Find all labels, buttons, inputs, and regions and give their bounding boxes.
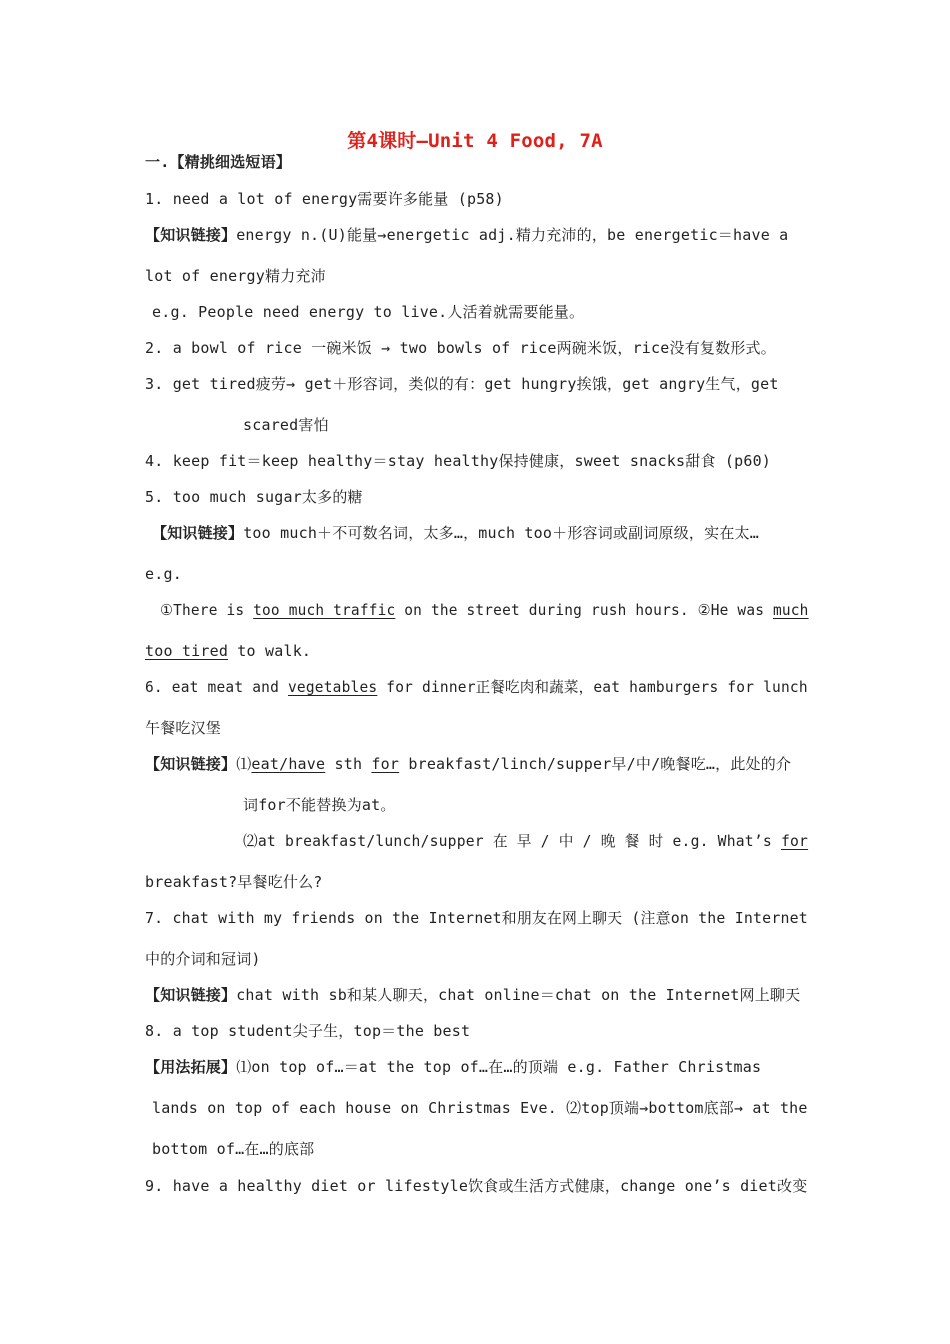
text: ①There is — [160, 601, 254, 619]
usage-extension-8-cont1: lands on top of each house on Christmas Eve. ⑵top顶端→bottom底部→ at the — [152, 1099, 808, 1117]
knowledge-link-1 — [145, 225, 788, 245]
knowledge-link-6 — [145, 754, 791, 774]
item-7-cont: 中的介词和冠词) — [145, 950, 261, 968]
tag: 【用法拓展】 — [145, 1058, 237, 1076]
text: too much＋不可数名词，太多…，much too＋形容词或副词原级，实在太… — [243, 524, 759, 542]
knowledge-link-6-point2-cont: breakfast?早餐吃什么? — [145, 873, 323, 891]
text: ⑴on top of…＝at the top of…在…的顶端 e.g. Father Christmas — [236, 1058, 762, 1076]
tag: 【知识链接】 — [145, 226, 237, 244]
tag: 【知识链接】 — [145, 986, 237, 1004]
section-heading: 一.【精挑细选短语】 — [145, 153, 292, 171]
tag: 【知识链接】 — [152, 524, 244, 542]
item-8: 8. a top student尖子生，top＝the best — [145, 1022, 471, 1040]
text: breakfast/linch/supper早/中/晚餐吃…，此处的介 — [399, 755, 792, 773]
item-6-cont: 午餐吃汉堡 — [145, 719, 222, 737]
item-7: 7. chat with my friends on the Internet和朋友在网上聊天 (注意on the Internet — [145, 909, 808, 927]
underlined: for — [780, 832, 809, 850]
text: ⑴ — [236, 755, 252, 773]
example-5-line2 — [145, 641, 311, 661]
underlined: too tired — [145, 642, 229, 660]
underlined: for — [371, 755, 400, 773]
item-9: 9. have a healthy diet or lifestyle饮食或生活方式健康，change one’s diet改变 — [145, 1177, 808, 1195]
item-3-cont: scared害怕 — [243, 416, 329, 434]
text: chat with sb和某人聊天，chat online＝chat on the Internet网上聊天 — [236, 986, 801, 1004]
usage-extension-8 — [145, 1057, 761, 1077]
item-5: 5. too much sugar太多的糖 — [145, 488, 363, 506]
text: ⑵at breakfast/lunch/supper 在 早 / 中 / 晚 餐 时 e.g. What’s — [243, 832, 781, 850]
knowledge-link-5 — [152, 523, 759, 543]
tag: 【知识链接】 — [145, 755, 237, 773]
underlined: eat/have — [251, 755, 326, 773]
page-title: 第4课时—Unit 4 Food, 7A — [347, 130, 603, 152]
knowledge-link-7 — [145, 985, 800, 1005]
item-6 — [145, 677, 808, 697]
item-4: 4. keep fit＝keep healthy＝stay healthy保持健康，sweet snacks甜食 (p60) — [145, 452, 772, 470]
text: for dinner正餐吃肉和蔬菜，eat hamburgers for lunch — [377, 678, 808, 696]
item-3: 3. get tired疲劳→ get＋形容词，类似的有：get hungry挨饿，get angry生气，get — [145, 375, 779, 393]
text: to walk. — [228, 642, 312, 660]
text: sth — [325, 755, 372, 773]
item-1: 1. need a lot of energy需要许多能量 (p58) — [145, 190, 504, 208]
usage-extension-8-cont2: bottom of…在…的底部 — [152, 1140, 315, 1158]
example-5-label: e.g. — [145, 565, 182, 583]
knowledge-link-6-point2 — [243, 831, 808, 851]
example-1: e.g. People need energy to live.人活着就需要能量。 — [152, 303, 585, 321]
underlined: vegetables — [287, 678, 378, 696]
knowledge-link-6-cont: 词for不能替换为at。 — [243, 796, 396, 814]
underlined: much — [772, 601, 809, 619]
example-5-line1 — [160, 600, 809, 620]
knowledge-link-1-cont: lot of energy精力充沛 — [145, 267, 326, 285]
text: energy n.(U)能量→energetic adj.精力充沛的，be energetic＝have a — [236, 226, 789, 244]
text: on the street during rush hours. ②He was — [395, 601, 773, 619]
item-2: 2. a bowl of rice 一碗米饭 → two bowls of rice两碗米饭，rice没有复数形式。 — [145, 339, 776, 357]
underlined: too much traffic — [253, 601, 396, 619]
text: 6. eat meat and — [145, 678, 288, 696]
